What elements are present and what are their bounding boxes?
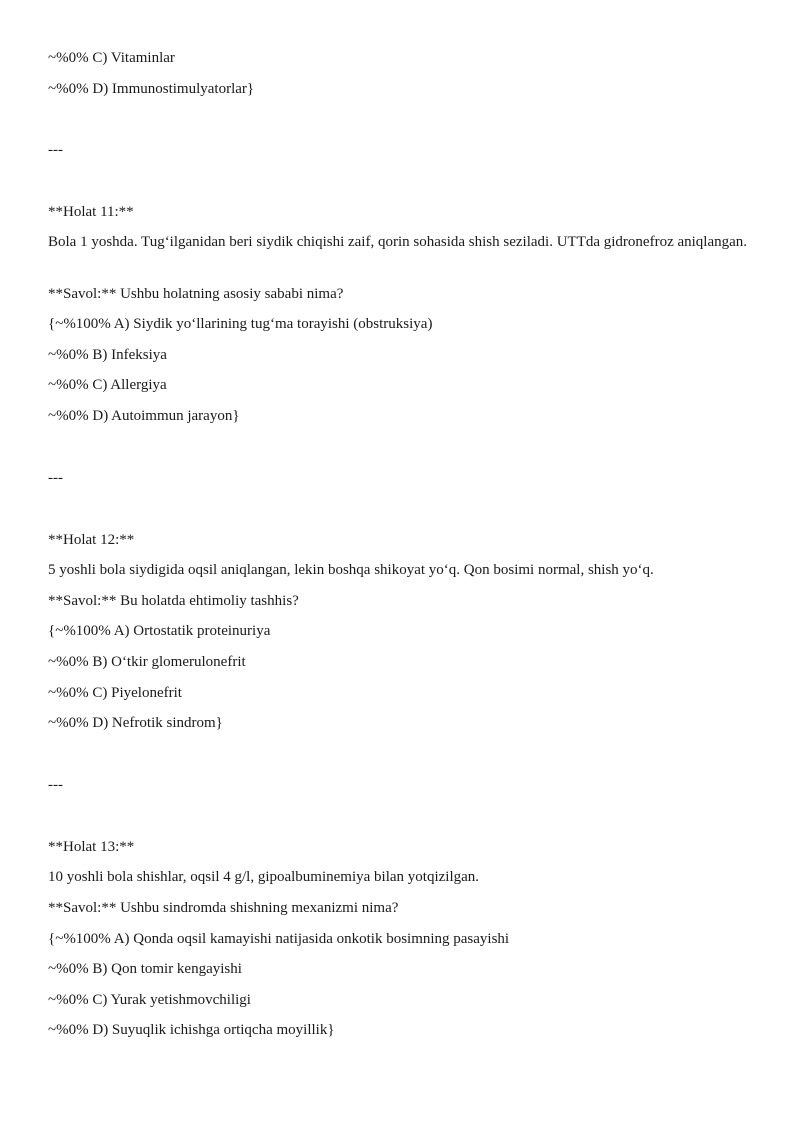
case-heading: **Holat 11:** [48,204,134,220]
option-b: ~%0% B) O‘tkir glomerulonefrit [48,654,246,670]
case-question: **Savol:** Bu holatda ehtimoliy tashhis? [48,593,299,609]
option-c: ~%0% C) Yurak yetishmovchiligi [48,992,251,1008]
separator: --- [48,777,63,793]
case-text: Bola 1 yoshda. Tug‘ilganidan beri siydik chiqishi zaif, qorin sohasida shish seziladi. UTTda gidronefroz aniqlangan. [48,234,748,250]
case-text: 10 yoshli bola shishlar, oqsil 4 g/l, gipoalbuminemiya bilan yotqizilgan. [48,869,480,885]
case-heading: **Holat 13:** [48,839,135,855]
option-a: {~%100% A) Siydik yo‘llarining tug‘ma torayishi (obstruksiya) [48,316,433,332]
case-heading: **Holat 12:** [48,532,135,548]
option-a: {~%100% A) Qonda oqsil kamayishi natijasida onkotik bosimning pasayishi [48,931,510,947]
separator: --- [48,470,63,486]
option-d: ~%0% D) Autoimmun jarayon} [48,408,240,424]
option-d: ~%0% D) Suyuqlik ichishga ortiqcha moyillik} [48,1022,335,1038]
option-d: ~%0% D) Immunostimulyatorlar} [48,81,255,97]
option-c: ~%0% C) Allergiya [48,377,167,393]
case-text: 5 yoshli bola siydigida oqsil aniqlangan, lekin boshqa shikoyat yo‘q. Qon bosimi normal, shish yo‘q. [48,562,654,578]
separator: --- [48,142,63,158]
option-b: ~%0% B) Infeksiya [48,347,167,363]
option-d: ~%0% D) Nefrotik sindrom} [48,715,223,731]
option-c: ~%0% C) Piyelonefrit [48,685,182,701]
case-question: **Savol:** Ushbu holatning asosiy sababi nima? [48,286,344,302]
case-question: **Savol:** Ushbu sindromda shishning mexanizmi nima? [48,900,399,916]
option-a: {~%100% A) Ortostatik proteinuriya [48,623,271,639]
option-c: ~%0% C) Vitaminlar [48,50,175,66]
option-b: ~%0% B) Qon tomir kengayishi [48,961,242,977]
